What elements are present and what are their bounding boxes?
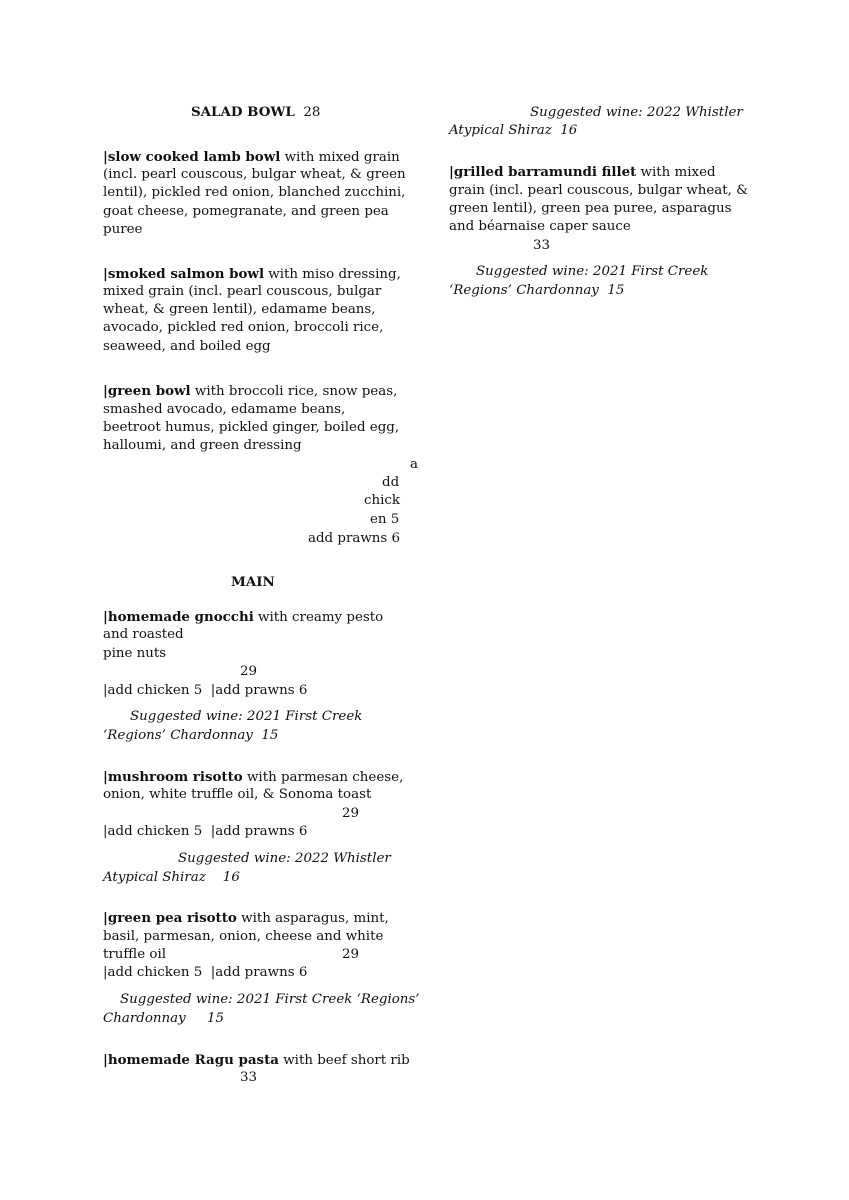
- item-price: 33: [533, 238, 551, 253]
- item-desc: beetroot humus, pickled ginger, boiled egg,: [103, 420, 400, 435]
- item-desc: with miso dressing,: [264, 267, 401, 282]
- item-desc: with beef short rib: [278, 1053, 410, 1068]
- item-desc: onion, white truffle oil, & Sonoma toast: [103, 787, 372, 802]
- salad-price: 28: [303, 105, 321, 120]
- wine-suggestion: Suggested wine: 2021 First Creek: [476, 264, 709, 279]
- item-price: 33: [240, 1070, 258, 1085]
- addon-text: |add chicken 5 |add prawns 6: [103, 683, 308, 698]
- item-desc: with broccoli rice, snow peas,: [190, 384, 398, 399]
- item-desc: avocado, pickled red onion, broccoli rice,: [103, 320, 384, 335]
- item-desc: with mixed grain: [280, 150, 400, 165]
- item-price: 29: [342, 947, 360, 962]
- item-name: |green pea risotto: [103, 910, 237, 926]
- item-name: |smoked salmon bowl: [103, 266, 265, 282]
- item-name: |green bowl: [103, 383, 191, 399]
- item-desc: with mixed: [636, 165, 716, 180]
- item-desc: (incl. pearl couscous, bulgar wheat, & green: [103, 167, 406, 182]
- item-desc: and roasted: [103, 627, 184, 642]
- wine-suggestion: Atypical Shiraz 16: [449, 123, 578, 138]
- item-desc: pine nuts: [103, 646, 167, 661]
- addon-text: dd: [382, 475, 400, 490]
- item-price: 29: [240, 664, 258, 679]
- wine-suggestion: Suggested wine: 2021 First Creek ‘Regions’: [120, 992, 420, 1007]
- wine-suggestion: Suggested wine: 2022 Whistler: [178, 851, 391, 866]
- item-desc: lentil), pickled red onion, blanched zucchini,: [103, 185, 406, 200]
- item-desc: with parmesan cheese,: [242, 770, 404, 785]
- addon-text: |add chicken 5 |add prawns 6: [103, 824, 308, 839]
- addon-text: en 5: [370, 512, 400, 527]
- item-desc: smashed avocado, edamame beans,: [103, 402, 346, 417]
- wine-suggestion: ‘Regions’ Chardonnay 15: [103, 728, 279, 743]
- wine-suggestion: Suggested wine: 2022 Whistler: [530, 105, 743, 120]
- wine-suggestion: ‘Regions’ Chardonnay 15: [449, 283, 625, 298]
- item-desc: basil, parmesan, onion, cheese and white: [103, 929, 384, 944]
- item-name: |homemade gnocchi: [103, 609, 254, 625]
- item-desc: mixed grain (incl. pearl couscous, bulgar: [103, 284, 382, 299]
- addon-text: chick: [364, 493, 401, 508]
- salad-heading-text: SALAD BOWL: [191, 104, 295, 120]
- wine-suggestion: Atypical Shiraz 16: [103, 870, 240, 885]
- item-desc: with creamy pesto: [253, 610, 384, 625]
- item-desc: goat cheese, pomegranate, and green pea: [103, 204, 389, 219]
- addon-text: a: [410, 457, 418, 472]
- item-name: |homemade Ragu pasta: [103, 1052, 279, 1068]
- item-price: 29: [342, 806, 360, 821]
- item-name: |slow cooked lamb bowl: [103, 149, 281, 165]
- main-heading: MAIN: [231, 574, 275, 590]
- item-desc: green lentil), green pea puree, asparagus: [449, 201, 732, 216]
- addon-text: add prawns 6: [308, 531, 401, 546]
- item-desc: puree: [103, 222, 143, 237]
- item-desc: with asparagus, mint,: [236, 911, 389, 926]
- item-name: |mushroom risotto: [103, 769, 243, 785]
- salad-bowl-heading: [191, 103, 320, 122]
- addon-text: |add chicken 5 |add prawns 6: [103, 965, 308, 980]
- item-name: |grilled barramundi fillet: [449, 164, 637, 180]
- item-desc: wheat, & green lentil), edamame beans,: [103, 302, 376, 317]
- wine-suggestion: Suggested wine: 2021 First Creek: [130, 709, 363, 724]
- item-desc: and béarnaise caper sauce: [449, 219, 631, 234]
- item-desc: truffle oil: [103, 947, 167, 962]
- item-desc: seaweed, and boiled egg: [103, 339, 271, 354]
- item-desc: halloumi, and green dressing: [103, 438, 302, 453]
- item-desc: grain (incl. pearl couscous, bulgar wheat, &: [449, 183, 749, 198]
- wine-suggestion: Chardonnay 15: [103, 1011, 225, 1026]
